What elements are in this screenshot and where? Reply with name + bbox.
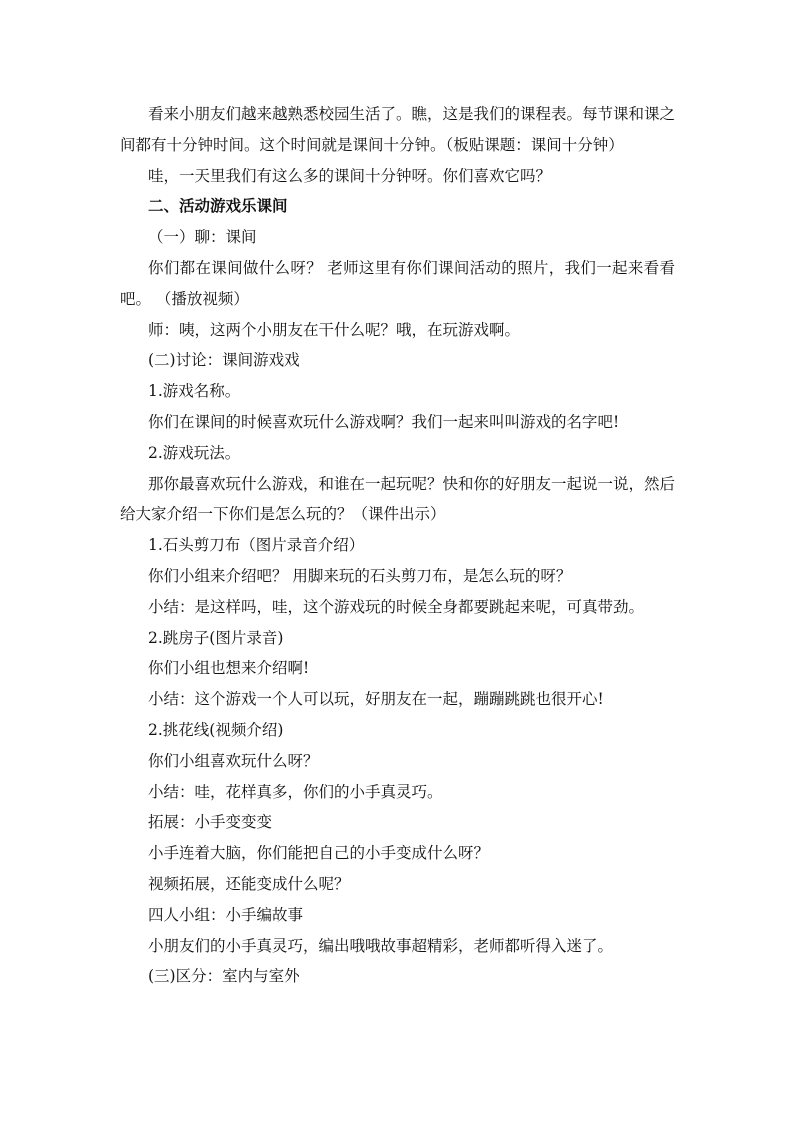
paragraph-summary-1: 小结：是这样吗，哇，这个游戏玩的时候全身都要跳起来呢，可真带劲。 <box>148 597 645 616</box>
subsection-heading-3: (三)区分：室内与室外 <box>148 967 300 986</box>
paragraph-question: 哇，一天里我们有这么多的课间十分钟呀。你们喜欢它吗？ <box>148 166 552 185</box>
paragraph-summary-3: 小结：哇，花样真多，你们的小手真灵巧。 <box>148 782 443 801</box>
list-item-hopscotch: 2.跳房子(图片录音) <box>148 628 284 647</box>
paragraph-hands-question: 小手连着大脑，你们能把自己的小手变成什么呀？ <box>148 844 490 863</box>
paragraph-extension: 拓展：小手变变变 <box>148 813 273 832</box>
paragraph-summary-2: 小结：这个游戏一个人可以玩，好朋友在一起，蹦蹦跳跳也很开心! <box>148 690 604 709</box>
paragraph-group-intro: 你们小组来介绍吧？ 用脚来玩的石头剪刀布，是怎么玩的呀？ <box>148 566 572 585</box>
subsection-heading-2: (二)讨论：课间游戏戏 <box>148 351 300 370</box>
paragraph-group-story: 四人小组：小手编故事 <box>148 905 304 924</box>
list-item-string-game: 2.挑花线(视频介绍) <box>148 720 284 739</box>
list-item-game-name: 1.游戏名称。 <box>148 382 241 401</box>
paragraph-story-summary: 小朋友们的小手真灵巧，编出哦哦故事超精彩，老师都听得入迷了。 <box>148 936 614 955</box>
paragraph-game-rules: 那你最喜欢玩什么游戏，和谁在一起玩呢？快和你的好朋友一起说一说，然后给大家介绍一下你们是怎么玩的？（课件出示） <box>120 474 676 524</box>
paragraph-group-intro-2: 你们小组也想来介绍啊! <box>148 659 310 678</box>
paragraph-group-question: 你们小组喜欢玩什么呀？ <box>148 751 319 770</box>
paragraph-video-extension: 视频拓展，还能变成什么呢？ <box>148 874 350 893</box>
paragraph-game-names: 你们在课间的时候喜欢玩什么游戏啊？我们一起来叫叫游戏的名字吧! <box>148 412 620 431</box>
list-item-game-rules: 2.游戏玩法。 <box>148 443 241 462</box>
paragraph-teacher: 师：咦，这两个小朋友在干什么呢？哦，在玩游戏啊。 <box>148 320 521 339</box>
paragraph-intro: 看来小朋友们越来越熟悉校园生活了。瞧，这是我们的课程表。每节课和课之间都有十分钟时间。这个时间就是课间十分钟。（板贴课题：课间十分钟） <box>120 105 676 154</box>
document-body <box>120 99 675 992</box>
list-item-rock-paper-scissors: 1.石头剪刀布（图片录音介绍） <box>148 536 365 555</box>
paragraph-activity-photos: 你们都在课间做什么呀？ 老师这里有你们课间活动的照片，我们一起来看看吧。 （播放视频） <box>120 258 675 308</box>
subsection-heading-1: （一）聊：课间 <box>148 228 257 247</box>
section-heading: 二、活动游戏乐课间 <box>148 197 288 216</box>
